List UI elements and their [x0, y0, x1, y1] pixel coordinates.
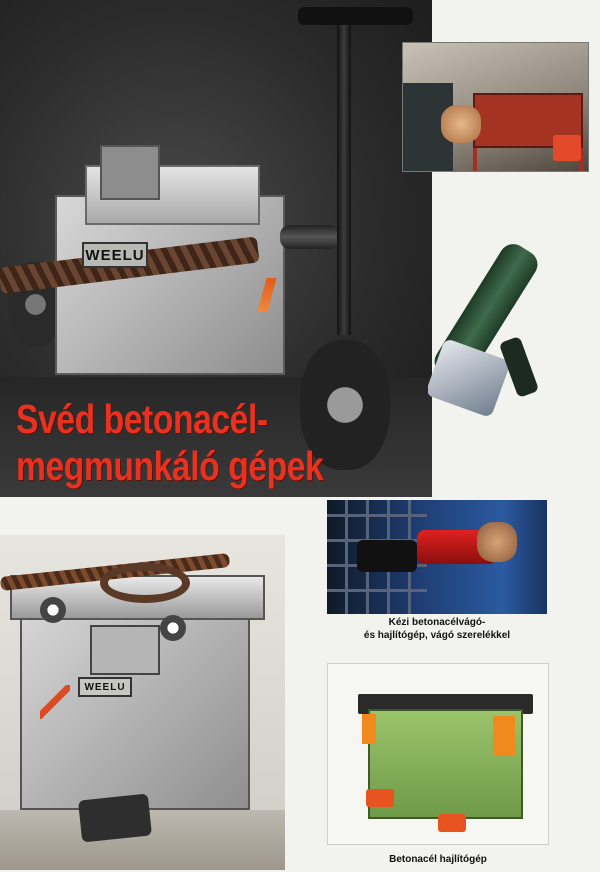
bent-rebar-loop [100, 563, 190, 603]
headline-line-2: megmunkáló gépek [16, 443, 324, 489]
bender-brand-plate: WEELU [78, 677, 132, 697]
caption-hand-tool [327, 616, 547, 642]
hero-handle-grip [298, 7, 413, 25]
foot-pedal [366, 789, 394, 807]
caption-hand-tool-line-1: Kézi betonacélvágó- [388, 617, 486, 628]
photo-silver-bender [0, 535, 285, 870]
photo-green-bender [327, 663, 549, 845]
foot-pedal [78, 793, 152, 842]
caption-bender: Betonacél hajlítógép [389, 854, 487, 865]
tool-cutting-head [428, 338, 511, 418]
handwheel [160, 615, 186, 641]
cutter-attachment [357, 540, 417, 572]
worker-hand [477, 522, 517, 562]
bender-orange-bracket [362, 714, 376, 744]
hero-brand-plate: WEELU [82, 242, 148, 268]
worker-hand [441, 105, 481, 143]
headline [16, 396, 323, 490]
caption-hand-tool-line-2: és hajlítógép, vágó szerelékkel [363, 630, 511, 641]
hero-hydraulic-cylinder [280, 225, 340, 249]
hero-photo-rebar-machine [0, 0, 432, 497]
photo-hand-cutter-in-use [327, 500, 547, 614]
control-panel [90, 625, 160, 675]
bender-orange-bracket [493, 716, 515, 756]
foot-pedal [438, 814, 466, 832]
hero-handle-bar [337, 25, 351, 335]
headline-line-1: Svéd betonacél- [16, 396, 268, 442]
photo-hand-cutter-tool [428, 218, 570, 418]
hero-machine-tower [100, 145, 160, 200]
handwheel [40, 597, 66, 623]
red-lamp [553, 135, 581, 161]
photo-workbench-bender [402, 42, 589, 172]
bender-orange-stripe [40, 685, 70, 719]
